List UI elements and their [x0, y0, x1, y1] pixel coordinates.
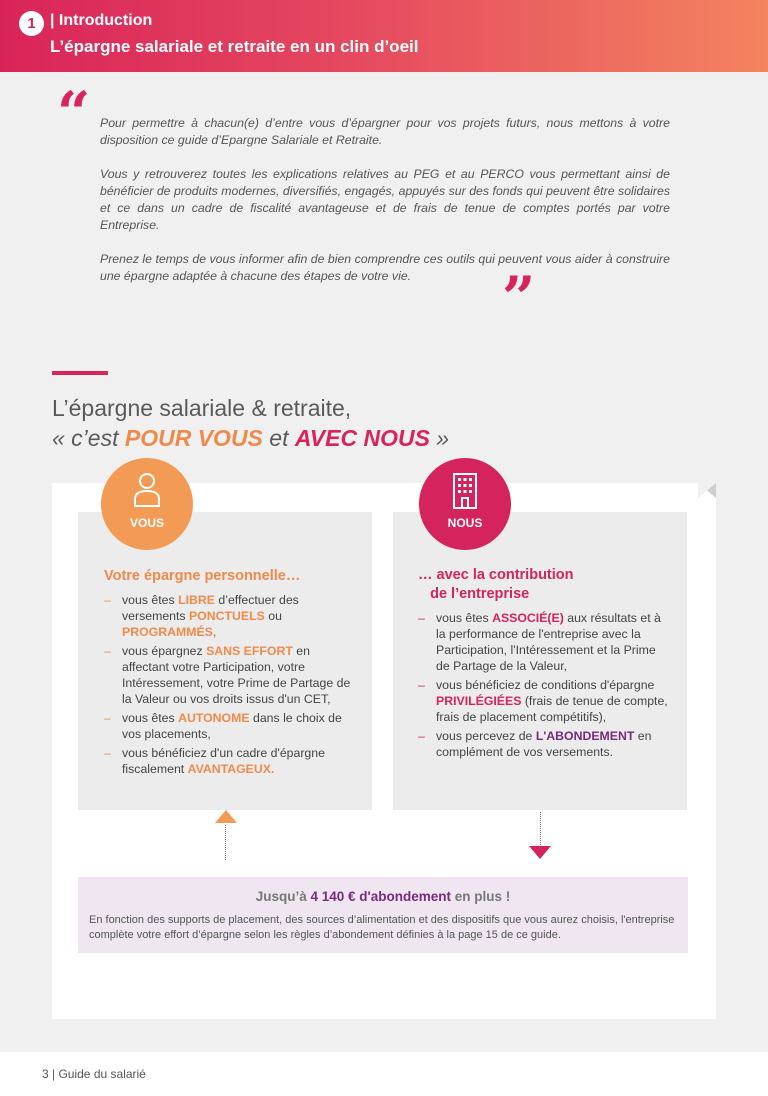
heading-line-2: [52, 425, 449, 452]
heading-line-1: L’épargne salariale & retraite,: [52, 395, 352, 421]
list-item: – vous êtes AUTONOME dans le choix de vos placements,: [104, 711, 342, 741]
intro-paragraph: Vous y retrouverez toutes les explications relatives au PEG et au PERCO vous permettant ainsi de bénéficier de produits modernes, diversifiés, engagés, appuyés sur des fonds qui peuvent être solidaires et ce dans un cadre de fiscalité avantageuse et de frais de tenue de comptes portés par votre Entreprise.: [100, 167, 670, 232]
footer-text: 3 | Guide du salarié: [42, 1067, 146, 1081]
section-divider: [52, 371, 108, 375]
heading-avec-nous: AVEC NOUS: [294, 425, 430, 451]
intro-text: [100, 115, 670, 302]
nous-circle: [419, 458, 511, 550]
arrow-down-icon: [529, 846, 551, 859]
heading-pour-vous: POUR VOUS: [124, 425, 263, 451]
list-item: – vous bénéficiez de conditions d'épargne PRIVILÉGIÉES (frais de tenue de compte, frais de placement compétitifs),: [418, 678, 668, 724]
building-icon: [451, 472, 479, 510]
vous-circle: [101, 458, 193, 550]
chapter-badge: 1: [19, 11, 44, 36]
dotted-connector: [225, 825, 226, 860]
open-quote-icon: “: [57, 79, 91, 147]
close-quote-icon: ”: [502, 264, 536, 332]
abondement-text: En fonction des supports de placement, des sources d’alimentation et des dispositifs que vous aurez choisis, l'entreprise complète votre effort d’épargne selon les règles d’abondement définies à la page 15 de ce guide.: [89, 914, 675, 941]
abondement-headline: Jusqu’à 4 140 € d'abondement en plus !: [255, 889, 511, 904]
vous-label: VOUS: [129, 516, 164, 530]
section-label: | Introduction: [50, 12, 153, 29]
nous-title: … avec la contribution de l’entreprise: [418, 567, 574, 602]
page-title: L’épargne salariale et retraite en un clin d’oeil: [50, 37, 419, 56]
page-footer: [0, 1052, 768, 1096]
page-fold-cut: [698, 483, 716, 498]
person-icon: [133, 472, 161, 508]
heading-suffix: »: [429, 425, 450, 451]
list-item: – vous épargnez SANS EFFORT en affectant votre Participation, votre Intéressement, votre Prime de Partage de la Valeur ou vos droits issus d'un CET,: [104, 644, 351, 706]
vous-list: [104, 592, 354, 780]
nous-label: NOUS: [447, 516, 483, 530]
list-item: – vous percevez de L'ABONDEMENT en complément de vos versements.: [418, 729, 652, 759]
heading-prefix: « c’est: [52, 425, 125, 451]
list-item: – vous bénéficiez d'un cadre d'épargne fiscalement AVANTAGEUX.: [104, 746, 325, 776]
intro-paragraph: Pour permettre à chacun(e) d’entre vous d’épargner pour vos projets futurs, nous mettons à votre disposition ce guide d’Epargne Salariale et Retraite.: [100, 116, 670, 147]
heading-middle: et: [262, 425, 295, 451]
vous-title: Votre épargne personnelle…: [104, 568, 301, 584]
abondement-box: [78, 877, 688, 953]
arrow-up-icon: [215, 810, 237, 823]
list-item: – vous êtes LIBRE d’effectuer des versements PONCTUELS ou PROGRAMMÉS,: [104, 593, 299, 639]
nous-list: [418, 610, 668, 763]
list-item: – vous êtes ASSOCIÉ(E) aux résultats et à la performance de l'entreprise avec la Participation, l'Intéressement et la Prime de Partage de la Valeur,: [418, 611, 661, 673]
dotted-connector: [540, 812, 541, 847]
intro-paragraph: Prenez le temps de vous informer afin de bien comprendre ces outils qui peuvent vous aider à construire une épargne adaptée à chacune des étapes de votre vie.: [100, 252, 670, 283]
page-header: [0, 0, 768, 72]
